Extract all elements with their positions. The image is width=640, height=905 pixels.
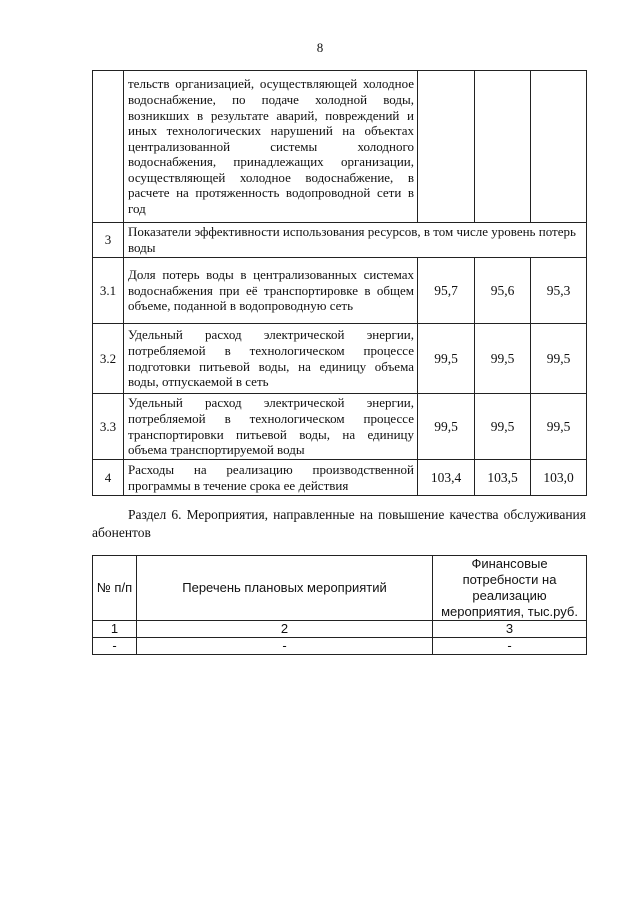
- row-number: 3.3: [93, 394, 124, 460]
- value-cell: [531, 71, 587, 223]
- page-number: 8: [316, 40, 324, 55]
- performance-indicators-table: [92, 70, 587, 496]
- value-cell: 99,5: [418, 324, 475, 394]
- value-cell: 99,5: [531, 324, 587, 394]
- empty-cell: -: [433, 638, 587, 655]
- value-cell: 95,7: [418, 258, 475, 324]
- value-cell: 95,3: [531, 258, 587, 324]
- table-row: [93, 258, 587, 324]
- row-number: 4: [93, 460, 124, 496]
- row-number: 3.2: [93, 324, 124, 394]
- section-6-heading: Раздел 6. Мероприятия, направленные на повышение качества обслуживания абонентов: [92, 507, 586, 540]
- indicator-text: Расходы на реализацию производственной программы в течение срока ее действия: [124, 460, 418, 496]
- empty-cell: -: [93, 638, 137, 655]
- value-cell: 103,4: [418, 460, 475, 496]
- value-cell: 99,5: [531, 394, 587, 460]
- value-cell: 95,6: [475, 258, 531, 324]
- row-number-cell: [93, 71, 124, 223]
- table-row: [93, 324, 587, 394]
- indicator-text: Удельный расход электрической энергии, потребляемой в технологическом процессе транспортировки питьевой воды, на единицу объема транспортируемой воды: [124, 394, 418, 460]
- section-title: Показатели эффективности использования ресурсов, в том числе уровень потерь воды: [124, 223, 587, 258]
- table-index-row: [93, 621, 587, 638]
- table-header-row: [93, 556, 587, 621]
- index-cell: 1: [93, 621, 137, 638]
- value-cell: 103,5: [475, 460, 531, 496]
- value-cell: [418, 71, 475, 223]
- table-row: [93, 638, 587, 655]
- indicator-text: Удельный расход электрической энергии, потребляемой в технологическом процессе подготовки питьевой воды, на единицу объема воды, отпускаемой в сеть: [124, 324, 418, 394]
- index-cell: 2: [137, 621, 433, 638]
- row-number: 3.1: [93, 258, 124, 324]
- measures-table: [92, 555, 587, 655]
- table-row: [93, 71, 587, 223]
- table-row: [93, 394, 587, 460]
- column-header-measures: Перечень плановых мероприятий: [137, 556, 433, 621]
- column-header-number: № п/п: [93, 556, 137, 621]
- indicator-text: Доля потерь воды в централизованных системах водоснабжения при её транспортировке в общем объеме, поданной в водопроводную сеть: [124, 258, 418, 324]
- value-cell: 99,5: [418, 394, 475, 460]
- table-row-section-3: [93, 223, 587, 258]
- index-cell: 3: [433, 621, 587, 638]
- value-cell: 99,5: [475, 324, 531, 394]
- value-cell: 103,0: [531, 460, 587, 496]
- table-row: [93, 460, 587, 496]
- column-header-finance: Финансовые потребности на реализацию мероприятия, тыс.руб.: [433, 556, 587, 621]
- row-number: 3: [93, 223, 124, 258]
- value-cell: [475, 71, 531, 223]
- empty-cell: -: [137, 638, 433, 655]
- indicator-text: тельств организацией, осуществляющей холодное водоснабжение, по подаче холодной воды, возникших в результате аварий, повреждений и иных технологических нарушений на объектах централизованной системы холодного водоснабжения, принадлежащих организации, осуществляющей холодное водоснабжение, в расчете на протяженность водопроводной сети в год: [124, 71, 418, 223]
- value-cell: 99,5: [475, 394, 531, 460]
